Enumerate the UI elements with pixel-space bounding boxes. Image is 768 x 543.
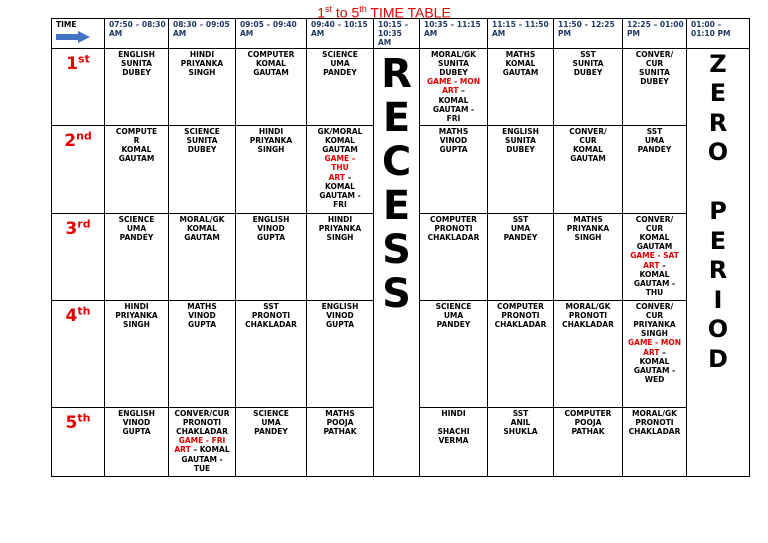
cell-line: CUR [579,135,597,145]
cell-line: UMA [261,417,281,427]
slot-header: 11:50 – 12:25 PM [554,19,623,49]
cell-line: WED [644,375,665,385]
cell-line: COMPUTER [564,408,612,418]
cell-line: ART – [328,172,352,182]
cell-line: SST [646,126,663,136]
cell-line: CONVER/CUR [174,408,230,418]
cell-line: GUPTA [256,233,286,243]
cell-line: VINOD [439,135,468,145]
cell-line: UMA [126,223,147,233]
day-label-cell [52,213,105,300]
cell-line: SUNITA [186,135,218,145]
period-cell [420,48,488,125]
cell-line: GAUTAM [322,145,358,155]
day-label-cell [52,48,105,125]
cell-line: MORAL/GK [632,408,677,418]
day-ordinal: nd [76,129,92,143]
day-ordinal: rd [77,217,91,231]
cell-line: HINDI [441,408,466,418]
period-cell [236,407,307,476]
cell-line: ENGLISH [502,126,539,136]
zero-period-letter: O [707,138,729,167]
cell-line: GAUTAM [184,233,220,243]
cell-line: CONVER/ [635,214,674,224]
cell-line: PRONOTI [568,310,608,320]
cell-line: CONVER/ [635,301,674,311]
cell-line: SST [512,214,529,224]
period-cell [169,213,236,300]
cell-line: MORAL/GK [431,49,476,59]
day-label [66,54,90,74]
cell-line: SUNITA [505,135,536,145]
slot-header: 11:15 – 11:50 AM [488,19,554,49]
period-cell [554,48,623,125]
cell-line: PATHAK [323,427,357,437]
zero-period-letter: E [709,79,727,108]
cell-line: GUPTA [122,427,151,437]
cell-line: MATHS [187,301,217,311]
slot-header: 09:05 – 09:40 AM [236,19,307,49]
cell-line: SINGH [326,233,354,243]
cell-line: GAUTAM [636,242,673,252]
day-ordinal: th [77,411,91,425]
day-label-cell [52,407,105,476]
cell-line: KOMAL [438,95,469,105]
slot-header: 01:00 – 01:10 PM [687,19,750,49]
cell-line: POOJA [326,417,354,427]
cell-line: PRONOTI [501,310,540,320]
recess-letter: C [381,138,412,185]
cell-line: SHACHI [437,427,470,437]
zero-period-letter: Z [709,49,727,78]
period-cell [236,48,307,125]
cell-line: PANDEY [119,233,154,243]
cell-line: KOMAL [639,233,670,243]
cell-line: GAME - SAT [630,251,679,261]
cell-line: KOMAL [121,145,152,155]
period-cell [307,125,374,213]
cell-line: PRIYANKA [115,310,158,320]
cell-line: VINOD [257,223,285,233]
period-cell [420,213,488,300]
cell-line: GAUTAM [253,68,289,78]
cell-line: GAME – [324,154,356,164]
cell-line: PANDEY [503,233,538,243]
period-cell [236,300,307,407]
period-cell [554,300,623,407]
cell-line: COMPUTER [430,214,477,224]
cell-line: KOMAL [256,58,286,68]
cell-line: SINGH [188,68,216,78]
cell-line: DUBEY [122,68,151,78]
period-cell [307,213,374,300]
cell-line: SUNITA [121,58,152,68]
period-cell [623,213,687,300]
cell-line: CUR [645,310,664,320]
time-label: TIME [56,20,77,29]
day-label [65,219,90,239]
recess-letter: S [382,226,411,273]
time-header-cell [52,19,105,49]
cell-line: GAUTAM [570,154,606,164]
cell-line: PANDEY [436,320,471,330]
title-prefix: 1 [317,4,325,21]
cell-line: MORAL/GK [179,214,225,224]
slot-header: 10:35 – 11:15 AM [420,19,488,49]
cell-line: UMA [510,223,531,233]
day-number: 3 [65,219,78,240]
cell-line: ART – [643,347,666,357]
cell-line: ANIL [510,417,531,427]
period-cell [105,213,169,300]
cell-line: CONVER/ [569,126,607,136]
cell-line: HINDI [189,49,215,59]
cell-line: GAUTAM - [633,366,676,376]
cell-line: MATHS [438,126,469,136]
cell-line: ENGLISH [252,214,290,224]
cell-line: CHAKLADAR [427,233,480,243]
cell-line: ART – KOMAL [174,445,230,455]
period-cell [105,48,169,125]
cell-line: THU [645,288,664,298]
day-label [66,413,91,433]
arrow-right-icon [56,31,90,43]
zero-period-letter: I [713,285,723,314]
cell-line: DUBEY [506,145,535,155]
cell-line: SCIENCE [253,408,289,418]
cell-line: CONVER/ [635,49,674,59]
period-cell [169,300,236,407]
day-label-cell [52,125,105,213]
recess-letter: S [382,270,411,317]
cell-line: PRONOTI [251,310,291,320]
slot-header: 10:15 – 10:35 AM [374,19,420,49]
cell-line: PRIYANKA [249,135,293,145]
period-cell [623,125,687,213]
day-label [66,306,91,326]
cell-line: CUR [645,223,664,233]
cell-line: MATHS [573,214,603,224]
cell-line: ART – [643,260,666,270]
cell-line: COMPUTER [247,49,295,59]
cell-line: MORAL/GK [565,301,611,311]
zero-period-letter: P [709,197,727,226]
cell-line: DUBEY [187,145,217,155]
cell-line: FRI [333,200,347,210]
cell-line: GAUTAM - [181,454,223,464]
cell-line: TUE [193,463,211,473]
title-suffix: TIME TABLE [366,4,451,21]
zero-period-letter: R [708,108,728,137]
period-cell [307,48,374,125]
cell-line: PRONOTI [182,417,222,427]
cell-line: MATHS [505,49,536,59]
slot-header: 08:30 – 09:05 AM [169,19,236,49]
cell-line: PRIYANKA [633,320,676,330]
cell-line: SCIENCE [435,301,472,311]
zero-period-letter [714,168,722,198]
cell-line: MATHS [325,408,355,418]
cell-line: KOMAL [325,181,355,191]
cell-line: GUPTA [187,320,217,330]
period-cell [488,300,554,407]
zero-period-column [687,48,750,476]
cell-line: KOMAL [573,145,603,155]
cell-line: SINGH [123,320,150,330]
cell-line: KOMAL [639,269,670,279]
cell-line: HINDI [327,214,353,224]
day-number: 2 [64,131,77,152]
cell-line: CHAKLADAR [245,320,297,330]
period-cell [488,407,554,476]
cell-line: THU [331,163,349,173]
day-label-cell [52,300,105,407]
period-cell [554,125,623,213]
period-cell [420,300,488,407]
title-sup-2: th [359,4,367,14]
cell-line: PRIYANKA [566,223,610,233]
recess-letter: E [382,94,411,141]
cell-line: GUPTA [325,320,355,330]
cell-line: PRONOTI [635,417,674,427]
cell-line: GAUTAM - [319,191,361,201]
cell-line: PATHAK [571,427,605,437]
title-mid: to 5 [332,4,360,21]
cell-line: SINGH [641,329,668,339]
zero-period-letter: D [708,344,728,373]
cell-line: UMA [443,310,464,320]
cell-line: GAME - MON [628,338,681,348]
day-label [64,131,92,151]
period-cell [105,300,169,407]
period-cell [236,125,307,213]
period-cell [105,125,169,213]
timetable [51,18,750,477]
period-cell [488,213,554,300]
cell-line: CUR [645,58,664,68]
cell-line: R [133,135,140,145]
header-row [52,19,750,49]
cell-line: VINOD [326,310,354,320]
cell-line: GAUTAM [502,68,539,78]
cell-line: PRONOTI [434,223,473,233]
cell-line: UMA [330,58,350,68]
period-cell [420,125,488,213]
cell-line: CHAKLADAR [628,427,681,437]
period-cell [623,48,687,125]
slot-header: 07:50 – 08:30 AM [105,19,169,49]
cell-line: VERMA [438,436,469,446]
cell-line: HINDI [258,126,284,136]
cell-line: FRI [446,114,461,124]
period-cell [169,48,236,125]
cell-line: GK/MORAL [317,126,363,136]
cell-line: UMA [644,135,665,145]
period-cell [169,407,236,476]
slot-header: 09:40 – 10:15 AM [307,19,374,49]
cell-line: GAME - FRI [178,436,226,446]
cell-line: SHUKLA [503,427,538,437]
cell-line: SINGH [257,145,285,155]
cell-line: SST [263,301,279,311]
cell-line: PANDEY [254,427,288,437]
cell-line: SUNITA [572,58,604,68]
cell-line: SUNITA [438,58,469,68]
title-sup-1: st [324,4,332,14]
cell-line: PANDEY [637,145,672,155]
day-number: 4 [65,306,78,327]
cell-line: COMPUTE [115,126,158,136]
period-cell [307,407,374,476]
cell-line: SCIENCE [118,214,155,224]
cell-line: VINOD [122,417,151,427]
period-cell [105,407,169,476]
cell-line: PANDEY [323,68,357,78]
day-row [52,48,750,125]
cell-line: GUPTA [439,145,468,155]
recess-column [374,48,420,476]
period-cell [554,407,623,476]
period-cell [623,407,687,476]
cell-line: SCIENCE [184,126,220,136]
zero-period-letter: R [708,256,728,285]
cell-line: KOMAL [325,135,355,145]
cell-line: POOJA [574,417,602,427]
cell-line: SINGH [574,233,602,243]
recess-letter: E [382,182,411,229]
cell-line [422,418,485,427]
period-cell [488,125,554,213]
day-number: 1 [66,54,79,75]
period-cell [420,407,488,476]
cell-line: ENGLISH [118,408,155,418]
zero-period-letter: E [709,226,727,255]
cell-line: CHAKLADAR [562,320,614,330]
cell-line: GAUTAM - [432,104,475,114]
cell-line: SUNITA [639,68,670,78]
cell-line: VINOD [188,310,216,320]
cell-line: GAUTAM [118,154,155,164]
cell-line: GAUTAM - [633,279,676,289]
cell-line: CHAKLADAR [176,427,228,437]
cell-line: HINDI [124,301,149,311]
cell-line: KOMAL [505,58,536,68]
cell-line: KOMAL [639,356,670,366]
period-cell [488,48,554,125]
cell-line: COMPUTER [497,301,544,311]
cell-line: ART – [442,86,465,96]
period-cell [554,213,623,300]
day-ordinal: th [77,304,91,318]
page-title [0,0,768,21]
period-cell [169,125,236,213]
cell-line: DUBEY [573,68,603,78]
cell-line: SST [512,408,529,418]
cell-line: CHAKLADAR [494,320,547,330]
cell-line: GAME - MON [427,77,480,87]
cell-line: PRIYANKA [180,58,224,68]
cell-line: PRIYANKA [318,223,362,233]
day-ordinal: st [78,52,90,66]
period-cell [307,300,374,407]
cell-line: DUBEY [640,77,669,87]
zero-period-letter: O [707,315,729,344]
recess-letter: R [381,50,412,97]
cell-line: SST [580,49,596,59]
cell-line: ENGLISH [321,301,359,311]
slot-header: 12:25 – 01:00 PM [623,19,687,49]
cell-line: KOMAL [187,223,217,233]
cell-line: SCIENCE [322,49,358,59]
cell-line: ENGLISH [118,49,155,59]
cell-line: DUBEY [439,68,468,78]
day-number: 5 [65,413,78,434]
period-cell [623,300,687,407]
period-cell [236,213,307,300]
